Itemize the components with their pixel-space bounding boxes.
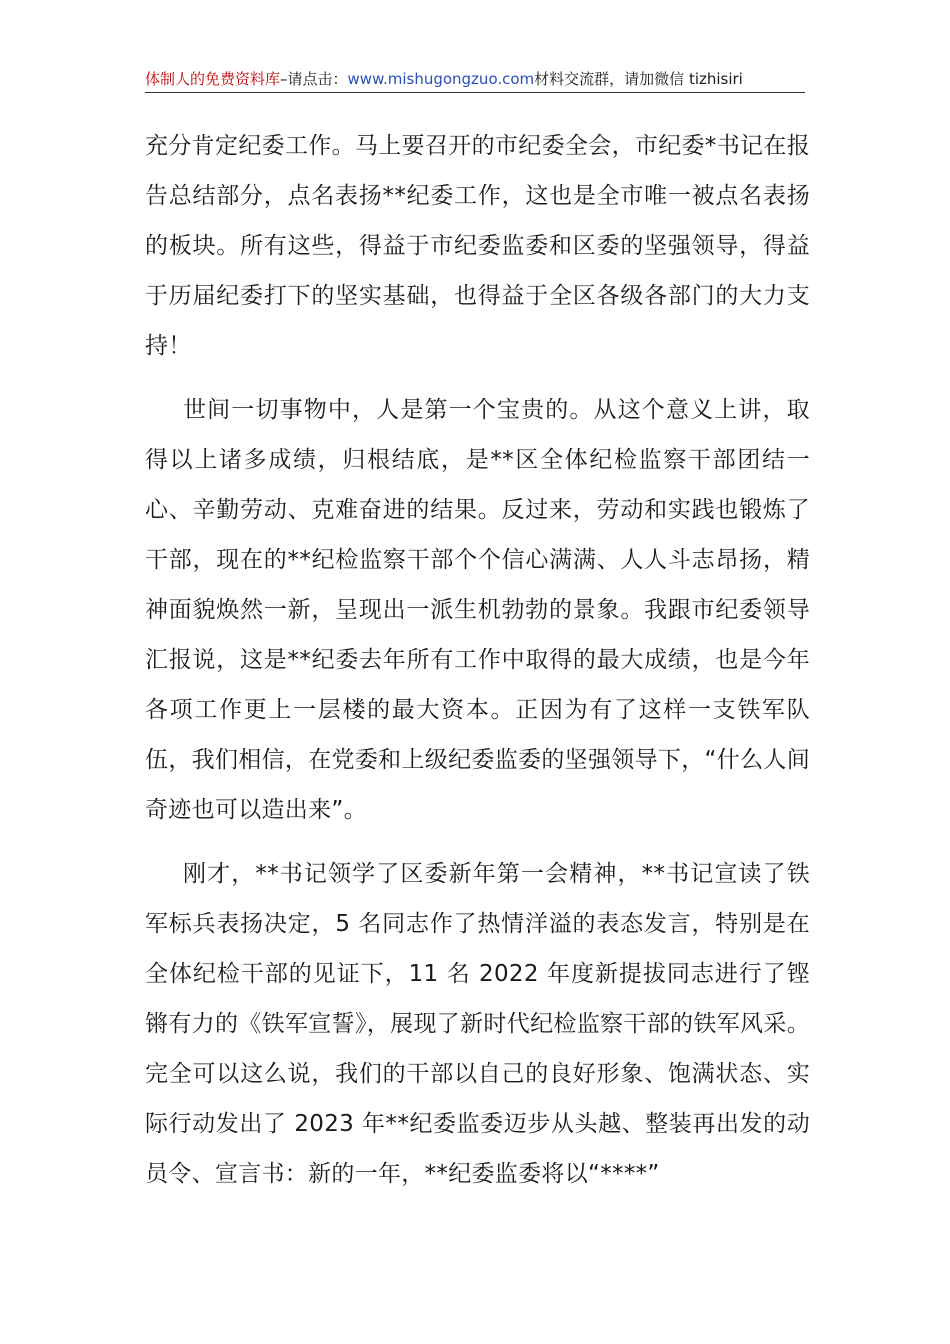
header-link[interactable]: www.mishugongzuo.com: [347, 70, 535, 88]
header-contact-note: 材料交流群，请加微信 tizhisiri: [534, 70, 743, 88]
paragraph-3: 刚才，**书记领学了区委新年第一会精神，**书记宣读了铁军标兵表扬决定，5 名同志作了热情洋溢的表态发言，特别是在全体纪检干部的见证下，11 名 2022 年度新提拔同志进行了铿锵有力的《铁军宣誓》，展现了新时代纪检监察干部的铁军风采。完全可以这么说，我们的干部以自己的良好形象、饱满状态、实际行动发出了 2023 年**纪委监委迈步从头越、整装再出发的动员令、宣言书：新的一年，**纪委监委将以“****”: [145, 861, 810, 1187]
paragraph-1: 充分肯定纪委工作。马上要召开的市纪委全会，市纪委*书记在报告总结部分，点名表扬**纪委工作，这也是全市唯一被点名表扬的板块。所有这些，得益于市纪委监委和区委的坚强领导，得益于历届纪委打下的坚实基础，也得益于全区各级各部门的大力支持！: [145, 133, 810, 359]
paragraph-2: 世间一切事物中，人是第一个宝贵的。从这个意义上讲，取得以上诸多成绩，归根结底，是**区全体纪检监察干部团结一心、辛勤劳动、克难奋进的结果。反过来，劳动和实践也锻炼了干部，现在的**纪检监察干部个个信心满满、人人斗志昂扬，精神面貌焕然一新，呈现出一派生机勃勃的景象。我跟市纪委领导汇报说，这是**纪委去年所有工作中取得的最大成绩，也是今年各项工作更上一层楼的最大资本。正因为有了这样一支铁军队伍，我们相信，在党委和上级纪委监委的坚强领导下，“什么人间奇迹也可以造出来”。: [145, 397, 810, 823]
header-prompt: –请点击：: [280, 70, 348, 88]
header-brand: 体制人的免费资料库: [145, 70, 281, 88]
document-body: [145, 121, 810, 1213]
page-header: [145, 68, 805, 93]
